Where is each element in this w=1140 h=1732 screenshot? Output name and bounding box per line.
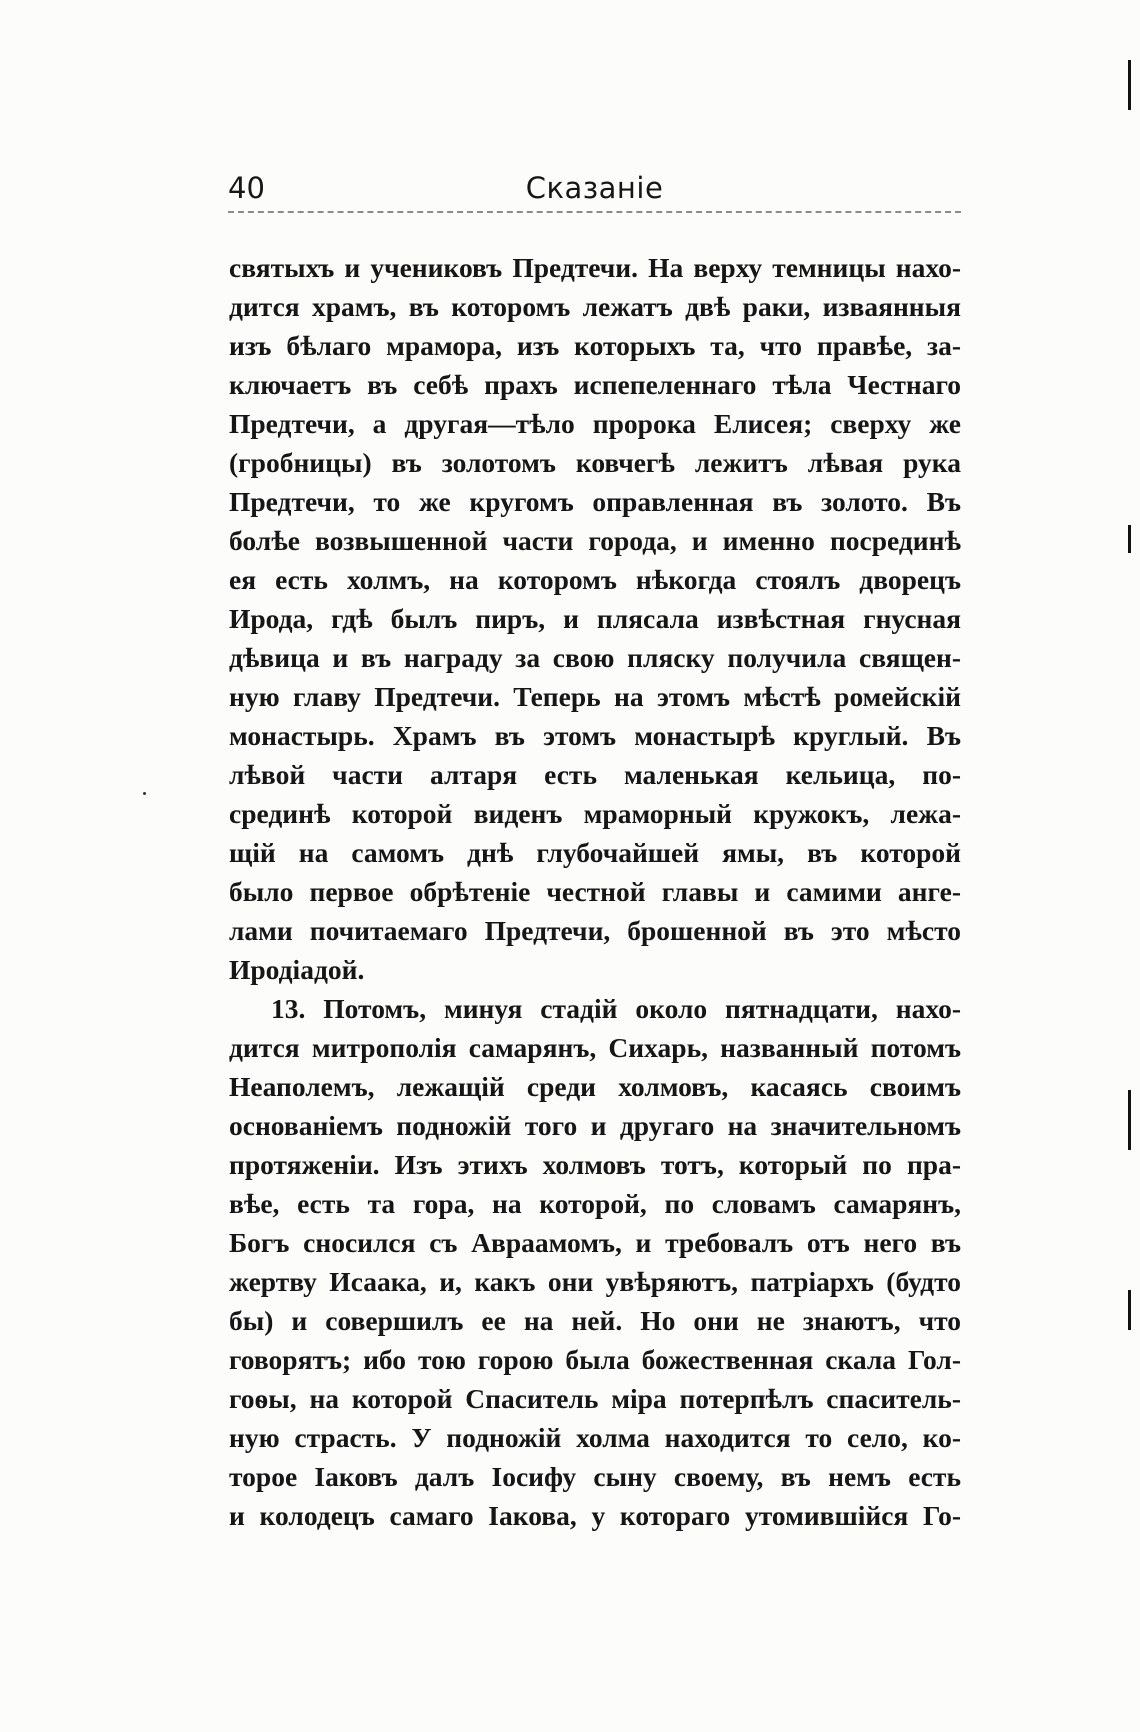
scan-margin-mark [1128, 60, 1131, 110]
text-line: щій на самомъ днѣ глубочайшей ямы, въ которой [229, 837, 961, 868]
scan-margin-mark [1128, 525, 1131, 553]
text-line: ную главу Предтечи. Теперь на этомъ мѣстѣ ромейскій [229, 681, 961, 712]
text-line: основаніемъ подножій того и другаго на значительномъ [229, 1110, 961, 1141]
text-line: Ирода, гдѣ былъ пиръ, и плясала извѣстная гнусная [229, 603, 961, 634]
text-line: срединѣ которой виденъ мраморный кружокъ, лежа- [229, 798, 961, 829]
scan-speck [143, 792, 146, 795]
text-line: Неаполемъ, лежащій среди холмовъ, касаясь своимъ [229, 1071, 961, 1102]
running-title: Сказаніе [525, 171, 664, 205]
text-line: лѣвой части алтаря есть маленькая кельица, по- [229, 759, 961, 790]
text-line-paragraph-end: Иродіадой. [229, 954, 365, 985]
text-line: протяженіи. Изъ этихъ холмовъ тотъ, который по пра- [229, 1149, 961, 1180]
text-line: Предтечи, а другая—тѣло пророка Елисея; сверху же [229, 408, 961, 439]
text-line: говорятъ; ибо тою горою была божественная скала Гол- [229, 1344, 961, 1375]
text-line-paragraph-start: 13. Потомъ, минуя стадій около пятнадцати, нахо- [271, 993, 961, 1024]
text-line: Богъ сносился съ Авраамомъ, и требовалъ отъ него въ [229, 1227, 961, 1258]
text-line: болѣе возвышенной части города, и именно посрединѣ [229, 525, 961, 556]
text-line: бы) и совершилъ ее на ней. Но они не знаютъ, что [229, 1305, 961, 1336]
text-line: лами почитаемаго Предтечи, брошенной въ это мѣсто [229, 915, 961, 946]
text-line: святыхъ и учениковъ Предтечи. На верху темницы нахо- [229, 252, 961, 283]
page-number: 40 [228, 171, 265, 205]
header-rule [228, 211, 961, 213]
text-line: дится митрополія самарянъ, Сихарь, названный потомъ [229, 1032, 961, 1063]
text-line: жертву Исаака, и, какъ они увѣряютъ, патріархъ (будто [229, 1266, 961, 1297]
text-line: (гробницы) въ золотомъ ковчегѣ лежитъ лѣвая рука [229, 447, 961, 478]
text-line: вѣе, есть та гора, на которой, по словамъ самарянъ, [229, 1188, 961, 1219]
text-line: и колодецъ самаго Іакова, у котораго утомившійся Го- [229, 1500, 961, 1531]
page-header [228, 168, 961, 218]
text-line: Предтечи, то же кругомъ оправленная въ золото. Въ [229, 486, 961, 517]
text-line: монастырь. Храмъ въ этомъ монастырѣ круглый. Въ [229, 720, 961, 751]
text-line: изъ бѣлаго мрамора, изъ которыхъ та, что правѣе, за- [229, 330, 961, 361]
scan-margin-mark [1128, 1290, 1131, 1330]
text-line: ея есть холмъ, на которомъ нѣкогда стоялъ дворецъ [229, 564, 961, 595]
text-line: дѣвица и въ награду за свою пляску получила священ- [229, 642, 961, 673]
text-line: торое Іаковъ далъ Іосифу сыну своему, въ немъ есть [229, 1461, 961, 1492]
scan-margin-mark [1128, 1090, 1131, 1150]
body-text [229, 248, 961, 1535]
text-line: было первое обрѣтеніе честной главы и самими анге- [229, 876, 961, 907]
text-line: гоѳы, на которой Спаситель міра потерпѣлъ спаситель- [229, 1383, 961, 1414]
text-line: ключаетъ въ себѣ прахъ испепеленнаго тѣла Честнаго [229, 369, 961, 400]
text-line: дится храмъ, въ которомъ лежатъ двѣ раки, изваянныя [229, 291, 961, 322]
text-line: ную страсть. У подножій холма находится то село, ко- [229, 1422, 961, 1453]
